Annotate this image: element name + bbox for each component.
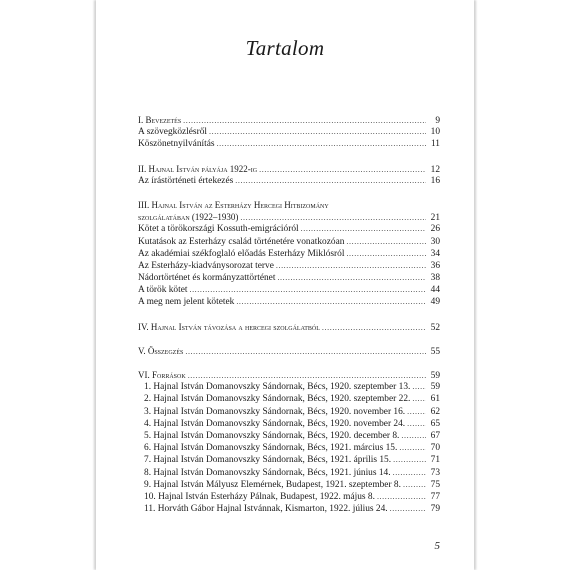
toc-entry-page: 21 bbox=[430, 213, 440, 224]
toc-entry-page: 73 bbox=[430, 467, 440, 478]
toc-entry-page: 38 bbox=[430, 273, 440, 284]
toc-entry bbox=[138, 199, 440, 211]
toc-entry bbox=[138, 223, 440, 235]
toc-entry bbox=[138, 138, 440, 150]
toc-entry bbox=[138, 345, 440, 357]
toc-entry-title: Köszönetnyilvánítás bbox=[138, 139, 215, 150]
toc-entry-title: 11. Horváth Gábor Hajnal Istvánnak, Kismarton, 1922. július 24. bbox=[144, 504, 388, 515]
toc-entry-title: I. Bevezetés bbox=[138, 115, 182, 125]
toc-entry-title: III. Hajnal István az Esterházy Hercegi Hitbizomány bbox=[138, 199, 329, 210]
dot-leader bbox=[401, 430, 426, 442]
dot-leader bbox=[209, 126, 426, 138]
toc-entry-page: 59 bbox=[430, 371, 440, 381]
toc-entry bbox=[138, 236, 440, 248]
toc-entry bbox=[138, 503, 440, 515]
toc-entry bbox=[138, 454, 440, 466]
toc-entry-page: 75 bbox=[430, 479, 440, 490]
toc-entry bbox=[138, 430, 440, 442]
dot-leader bbox=[185, 346, 426, 358]
toc-entry-title: V. Összegzés bbox=[138, 345, 184, 356]
dot-leader bbox=[322, 322, 426, 334]
dot-leader bbox=[393, 454, 426, 466]
toc-entry-title: 2. Hajnal István Domanovszky Sándornak, Bécs, 1920. szeptember 22. bbox=[144, 394, 411, 405]
toc-entry bbox=[138, 284, 440, 296]
toc-entry bbox=[138, 272, 440, 284]
toc-entry-title: A török kötet bbox=[138, 285, 188, 296]
toc-entry bbox=[138, 479, 440, 491]
toc-entry bbox=[138, 260, 440, 272]
dot-leader bbox=[399, 442, 426, 454]
dot-leader bbox=[346, 236, 426, 248]
toc-entry bbox=[138, 248, 440, 260]
toc-entry-page: 70 bbox=[430, 443, 440, 454]
dot-leader bbox=[390, 503, 426, 515]
dot-leader bbox=[277, 272, 426, 284]
toc-entry bbox=[138, 114, 440, 126]
toc-entry-page: 71 bbox=[430, 455, 440, 466]
toc-entry-page: 52 bbox=[430, 322, 440, 333]
toc-entry-page: 26 bbox=[430, 224, 440, 235]
toc-entry-title: Kötet a törökországi Kossuth-emigrációról bbox=[138, 224, 299, 235]
toc-entry-title: A meg nem jelent kötetek bbox=[138, 297, 235, 308]
toc-entry bbox=[138, 418, 440, 430]
toc-entry-page: 59 bbox=[430, 382, 440, 393]
toc-entry-title: Nádortörténet és kormányzattörténet bbox=[138, 273, 276, 284]
dot-leader bbox=[412, 381, 426, 393]
toc-entry-page: 12 bbox=[430, 164, 440, 175]
toc-entry-title: II. Hajnal István pályája 1922-ig bbox=[138, 163, 258, 174]
toc-entry bbox=[138, 442, 440, 454]
toc-entry-title: IV. Hajnal István távozása a hercegi szolgálatból bbox=[138, 321, 320, 332]
toc-entry-page: 55 bbox=[430, 346, 440, 357]
dot-leader bbox=[407, 406, 426, 418]
toc-entry-page: 16 bbox=[430, 175, 440, 186]
toc-entry-title: Az Esterházy-kiadványsorozat terve bbox=[138, 260, 274, 271]
toc-entry-title: Az írástörténeti értekezés bbox=[138, 175, 234, 186]
toc-entry bbox=[138, 296, 440, 308]
toc-entry-title: 5. Hajnal István Domanovszky Sándornak, Bécs, 1920. december 8. bbox=[144, 430, 400, 441]
toc-entry-title: 6. Hajnal István Domanovszky Sándornak, Bécs, 1921. március 15. bbox=[144, 443, 398, 454]
toc-entry-title: 10. Hajnal István Esterházy Pálnak, Budapest, 1922. május 8. bbox=[144, 491, 375, 502]
toc-entry-page: 11 bbox=[430, 139, 440, 150]
toc-entry-title: 9. Hajnal István Mályusz Elemérnek, Budapest, 1921. szeptember 8. bbox=[144, 479, 401, 490]
toc-entry-title: 8. Hajnal István Domanovszky Sándornak, Bécs, 1921. június 14. bbox=[144, 467, 391, 478]
dot-leader bbox=[412, 393, 426, 405]
dot-leader bbox=[276, 260, 426, 272]
toc-entry bbox=[138, 369, 440, 381]
toc-entry-title: Kutatások az Esterházy család történetére vonatkozóan bbox=[138, 236, 345, 247]
toc-entry bbox=[138, 467, 440, 479]
toc-entry-title: Az akadémiai székfoglaló előadás Esterházy Miklósról bbox=[138, 248, 345, 259]
toc-entry bbox=[138, 381, 440, 393]
toc-entry-title: 7. Hajnal István Domanovszky Sándornak, Bécs, 1921. április 15. bbox=[144, 455, 392, 466]
toc-entry bbox=[138, 321, 440, 333]
toc-entry-title: szolgálatában (1922–1930) bbox=[138, 212, 239, 223]
book-page bbox=[96, 0, 474, 570]
toc-entry-title: 4. Hajnal István Domanovszky Sándornak, Bécs, 1920. november 24. bbox=[144, 418, 406, 429]
dot-leader bbox=[236, 296, 426, 308]
table-of-contents bbox=[138, 114, 440, 515]
toc-entry-page: 34 bbox=[430, 248, 440, 259]
toc-entry-page: 67 bbox=[430, 430, 440, 441]
toc-entry-title: A szövegközlésről bbox=[138, 127, 207, 138]
page-title: Tartalom bbox=[245, 36, 325, 60]
dot-leader bbox=[217, 138, 426, 150]
toc-entry bbox=[138, 126, 440, 138]
toc-entry-page: 44 bbox=[430, 285, 440, 296]
toc-entry bbox=[138, 393, 440, 405]
toc-entry bbox=[138, 163, 440, 175]
toc-entry-page: 77 bbox=[430, 491, 440, 502]
dot-leader bbox=[393, 467, 426, 479]
dot-leader bbox=[189, 284, 426, 296]
toc-entry-title: 3. Hajnal István Domanovszky Sándornak, Bécs, 1920. november 16. bbox=[144, 406, 406, 417]
toc-entry bbox=[138, 406, 440, 418]
toc-entry-page: 62 bbox=[430, 406, 440, 417]
toc-entry-page: 79 bbox=[430, 504, 440, 515]
toc-entry-page: 36 bbox=[430, 260, 440, 271]
toc-entry-page: 49 bbox=[430, 297, 440, 308]
toc-entry bbox=[138, 491, 440, 503]
dot-leader bbox=[346, 248, 426, 260]
toc-entry bbox=[138, 175, 440, 187]
dot-leader bbox=[407, 418, 426, 430]
dot-leader bbox=[235, 175, 426, 187]
dot-leader bbox=[301, 223, 426, 235]
toc-entry-page: 10 bbox=[430, 127, 440, 138]
toc-entry-page: 9 bbox=[435, 116, 440, 126]
dot-leader bbox=[377, 491, 426, 503]
dot-leader bbox=[403, 479, 426, 491]
toc-entry-title: VI. Források bbox=[138, 370, 186, 380]
toc-entry-page: 61 bbox=[430, 394, 440, 405]
toc-entry-page: 30 bbox=[430, 236, 440, 247]
page-number: 5 bbox=[434, 540, 440, 552]
toc-entry-title: 1. Hajnal István Domanovszky Sándornak, Bécs, 1920. szeptember 13. bbox=[144, 382, 411, 393]
toc-entry bbox=[138, 211, 440, 223]
toc-entry-page: 65 bbox=[430, 418, 440, 429]
